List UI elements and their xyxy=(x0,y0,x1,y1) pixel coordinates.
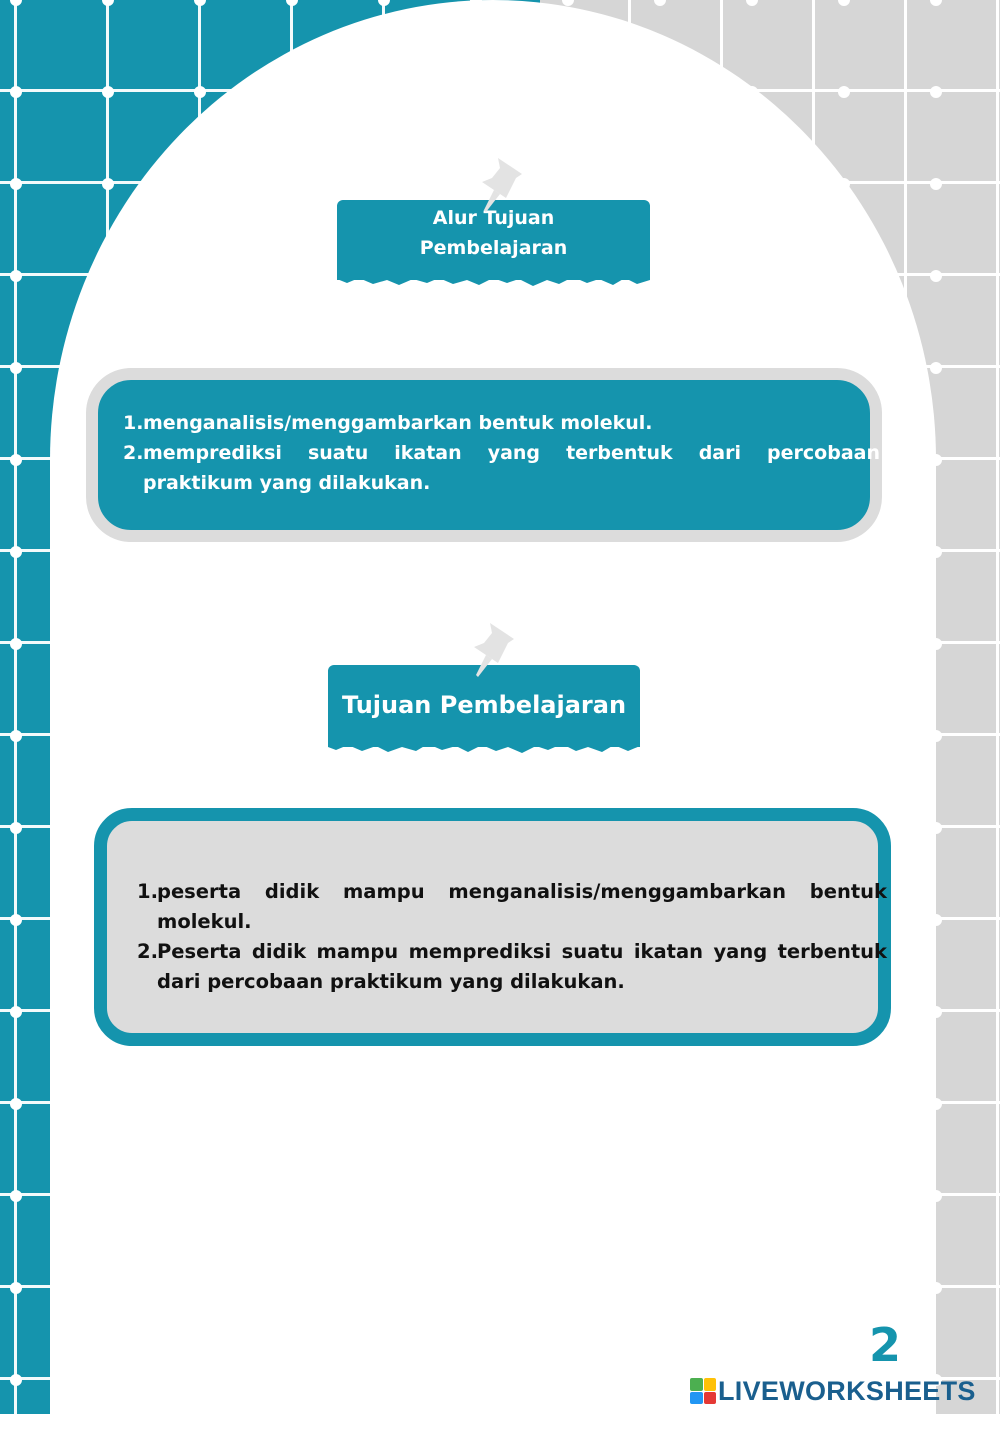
brand-watermark[interactable] xyxy=(690,1374,976,1408)
grid-dot xyxy=(838,0,850,6)
grid-dot xyxy=(930,178,942,190)
list-item-text: memprediksi suatu ikatan yang terbentuk dari percobaan praktikum yang dilakukan. xyxy=(143,442,880,494)
grid-dot xyxy=(838,86,850,98)
list-item-number: 2. xyxy=(123,442,144,464)
grid-dot xyxy=(10,362,22,374)
grid-dot xyxy=(102,86,114,98)
torn-edge xyxy=(337,274,650,288)
grid-dot xyxy=(10,1190,22,1202)
section2-header-title: Tujuan Pembelajaran xyxy=(341,691,627,719)
grid-dot xyxy=(286,0,298,6)
liveworksheets-logo-icon xyxy=(690,1378,716,1404)
section1-list-box xyxy=(86,368,882,542)
grid-dot xyxy=(194,86,206,98)
grid-dot xyxy=(102,178,114,190)
grid-dot xyxy=(10,638,22,650)
grid-dot xyxy=(930,362,942,374)
grid-dot xyxy=(10,1098,22,1110)
list-item-number: 1. xyxy=(123,412,144,434)
grid-dot xyxy=(10,1282,22,1294)
section1-header-line1: Alur Tujuan xyxy=(432,207,555,229)
grid-dot xyxy=(10,546,22,558)
section2-list xyxy=(137,877,887,997)
section1-header-line2: Pembelajaran xyxy=(419,237,568,259)
grid-dot xyxy=(930,270,942,282)
grid-dot xyxy=(10,86,22,98)
list-item xyxy=(137,877,887,937)
pushpin-icon xyxy=(470,150,540,220)
grid-dot xyxy=(10,822,22,834)
section2-list-box xyxy=(94,808,891,1046)
grid-dot xyxy=(10,1006,22,1018)
list-item xyxy=(123,438,880,498)
torn-edge xyxy=(328,741,640,755)
grid-dot xyxy=(654,0,666,6)
list-item-text: Peserta didik mampu memprediksi suatu ikatan yang terbentuk dari percobaan praktikum yang dilakukan. xyxy=(157,940,887,993)
list-item xyxy=(123,408,880,438)
grid-dot xyxy=(194,0,206,6)
grid-dot xyxy=(378,0,390,6)
list-item-number: 1. xyxy=(137,880,158,903)
grid-dot xyxy=(930,0,942,6)
grid-dot xyxy=(930,86,942,98)
brand-text: LIVEWORKSHEETS xyxy=(718,1375,976,1406)
list-item-text: menganalisis/menggambarkan bentuk molekul. xyxy=(143,412,653,434)
list-item xyxy=(137,937,887,997)
grid-dot xyxy=(10,730,22,742)
grid-dot xyxy=(10,1374,22,1386)
page-number: 2 xyxy=(868,1318,901,1372)
grid-dot xyxy=(10,270,22,282)
grid-dot xyxy=(10,914,22,926)
grid-dot xyxy=(102,0,114,6)
grid-dot xyxy=(10,0,22,6)
list-item-number: 2. xyxy=(137,940,158,963)
pushpin-icon xyxy=(462,615,532,685)
grid-dot xyxy=(746,0,758,6)
grid-dot xyxy=(10,178,22,190)
section1-list xyxy=(123,408,880,498)
list-item-text: peserta didik mampu menganalisis/menggambarkan bentuk molekul. xyxy=(157,880,887,933)
grid-dot xyxy=(10,454,22,466)
